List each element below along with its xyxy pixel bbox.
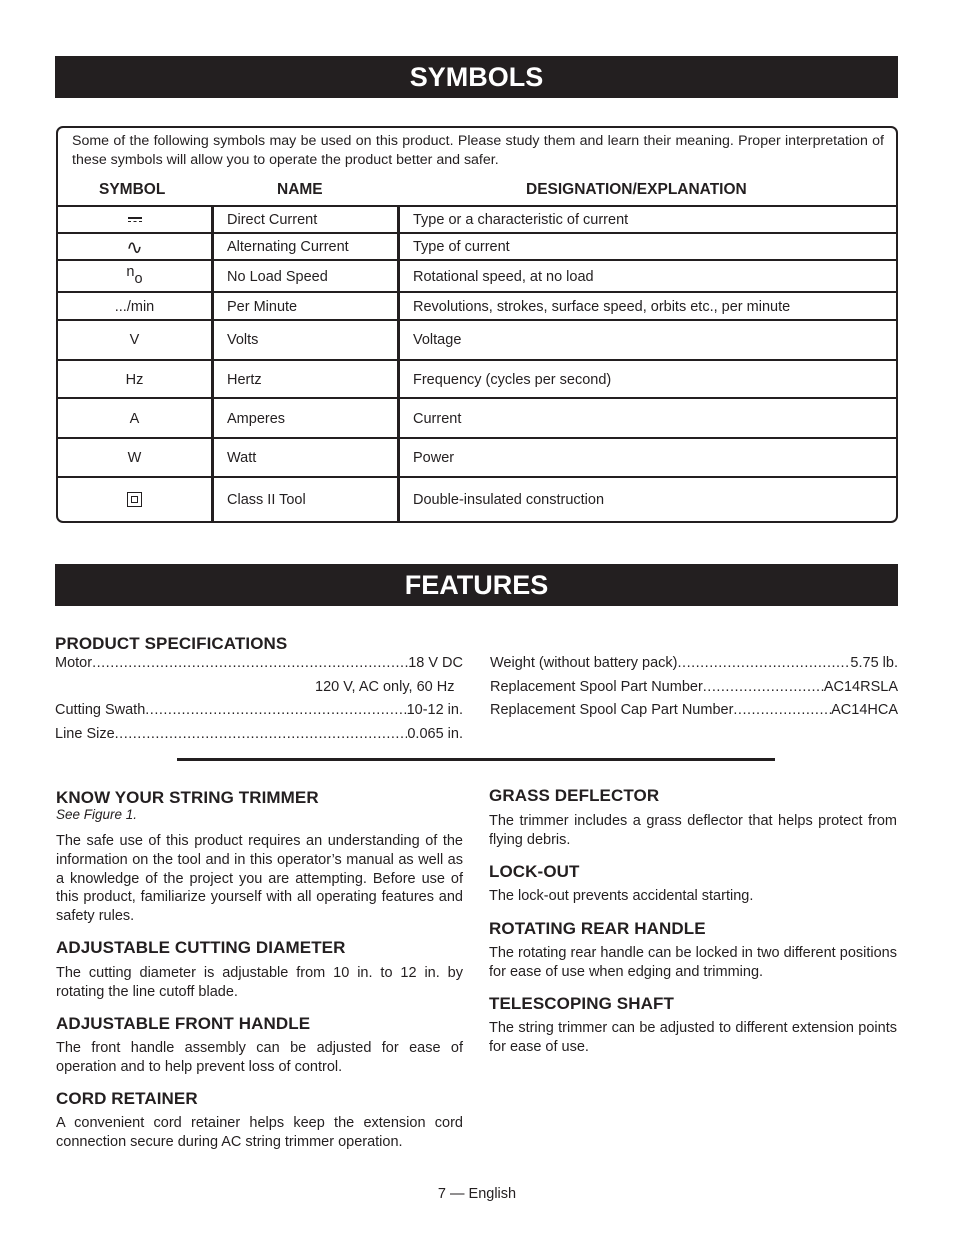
know-text: The safe use of this product requires an understanding of the information on the tool and in this operator’s manual as well as a knowledge of the project you are attempting. Before use of this product, familiarize yourself with all operating features and safety rules.: [56, 833, 463, 925]
know-heading: KNOW YOUR STRING TRIMMER: [56, 788, 319, 807]
diameter-text: The cutting diameter is adjustable from 10 in. to 12 in. by rotating the line cutoff blade.: [56, 965, 463, 1000]
no-load-speed-icon: no: [126, 264, 143, 287]
rear-handle-text: The rotating rear handle can be locked in two different positions for ease of use when edging and trimming.: [489, 945, 897, 980]
specs-heading: PRODUCT SPECIFICATIONS: [55, 634, 288, 653]
header-symbol: SYMBOL: [99, 181, 166, 198]
features-title: FEATURES: [404, 570, 549, 600]
grass-heading: GRASS DEFLECTOR: [489, 786, 660, 805]
cord-text: A convenient cord retainer helps keep the extension cord connection secure during AC string trimmer operation.: [56, 1115, 463, 1150]
spec-swath: Cutting Swath ..... 10-12 in.: [55, 702, 463, 718]
features-banner: [55, 564, 898, 606]
symbols-table: [56, 126, 898, 523]
table-row: Direct Current Type or a characteristic of current: [58, 205, 896, 233]
header-name: NAME: [277, 181, 323, 198]
table-row: V Volts Voltage: [58, 319, 896, 359]
spec-line: Line Size ..... 0.065 in.: [55, 726, 463, 742]
header-designation: DESIGNATION/EXPLANATION: [526, 181, 747, 198]
page-footer: 7 — English: [437, 1186, 517, 1202]
table-row: Class II Tool Double-insulated construction: [58, 476, 896, 521]
table-row: Hz Hertz Frequency (cycles per second): [58, 359, 896, 398]
spec-weight: Weight (without battery pack) ..... 5.75 lb.: [490, 655, 898, 671]
symbols-intro: Some of the following symbols may be used on this product. Please study them and learn their meaning. Proper interpretation of these symbols will allow you to operate the product better and safer.: [72, 133, 884, 168]
table-row: A Amperes Current: [58, 397, 896, 438]
spec-spool-cap: Replacement Spool Cap Part Number ..... AC14HCA: [490, 702, 898, 718]
table-row: .../min Per Minute Revolutions, strokes, surface speed, orbits etc., per minute: [58, 291, 896, 321]
front-handle-text: The front handle assembly can be adjusted for ease of operation and to help prevent loss of control.: [56, 1040, 463, 1075]
table-row: no No Load Speed Rotational speed, at no load: [58, 259, 896, 293]
front-handle-heading: ADJUSTABLE FRONT HANDLE: [56, 1014, 311, 1033]
table-row: W Watt Power: [58, 437, 896, 476]
know-see-figure: See Figure 1.: [56, 807, 138, 822]
spec-spool: Replacement Spool Part Number ..... AC14RSLA: [490, 679, 898, 695]
table-row: ∿ Alternating Current Type of current: [58, 232, 896, 260]
alternating-current-icon: ∿: [126, 236, 143, 259]
cord-heading: CORD RETAINER: [56, 1089, 198, 1108]
diameter-heading: ADJUSTABLE CUTTING DIAMETER: [56, 938, 346, 957]
direct-current-icon: [128, 217, 142, 223]
symbols-title: SYMBOLS: [409, 62, 544, 92]
shaft-text: The string trimmer can be adjusted to different extension points for ease of use.: [489, 1020, 897, 1055]
symbols-banner: [55, 56, 898, 98]
lockout-text: The lock-out prevents accidental starting.: [489, 888, 754, 904]
grass-text: The trimmer includes a grass deflector that helps protect from flying debris.: [489, 813, 897, 848]
spec-motor: Motor ..... 18 V DC: [55, 655, 463, 671]
section-divider: [177, 758, 775, 761]
shaft-heading: TELESCOPING SHAFT: [489, 994, 674, 1013]
spec-motor-ac: 120 V, AC only, 60 Hz: [315, 679, 455, 695]
rear-handle-heading: ROTATING REAR HANDLE: [489, 919, 706, 938]
class-ii-tool-icon: [127, 492, 142, 507]
lockout-heading: LOCK-OUT: [489, 862, 580, 881]
